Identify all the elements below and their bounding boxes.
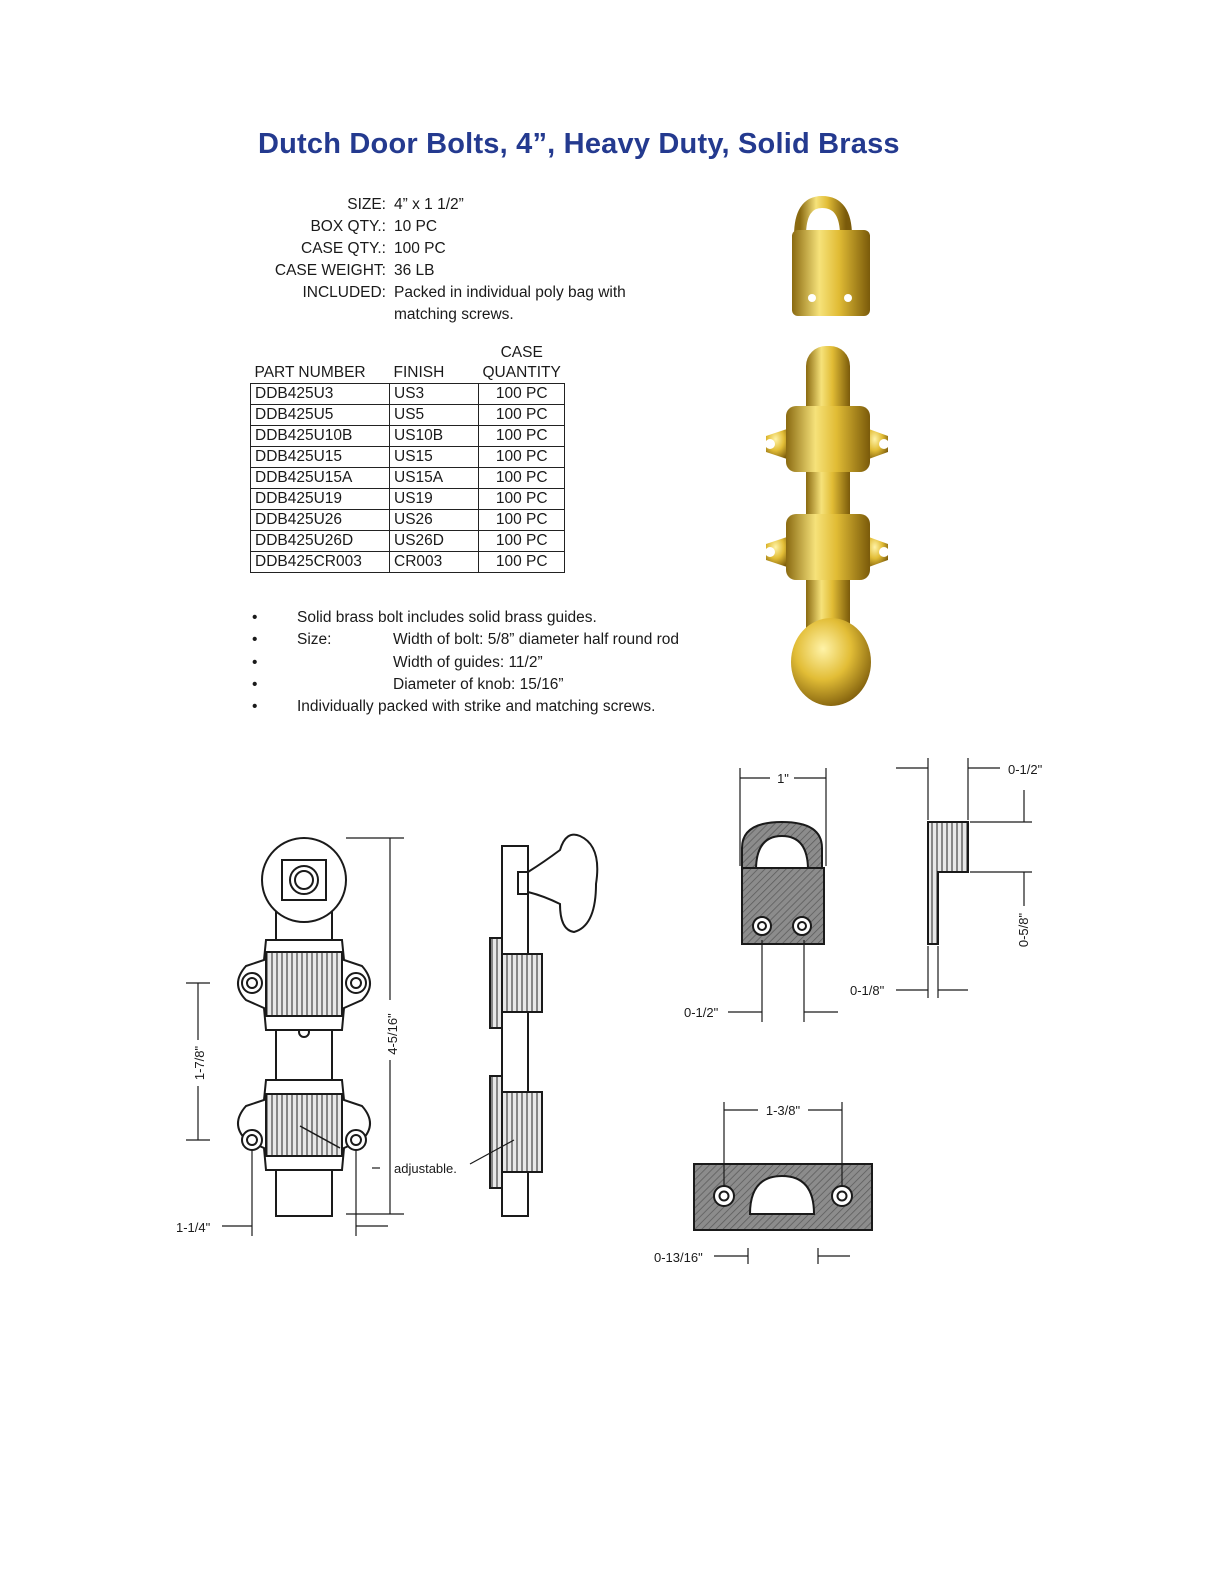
column-header-quantity-line1: CASE (500, 344, 543, 361)
finish: CR003 (390, 552, 479, 573)
keeper-side-dimensions (896, 758, 1032, 998)
case-quantity: 100 PC (479, 447, 565, 468)
part-number: DDB425U26 (251, 510, 390, 531)
guide-front-top (238, 940, 370, 1030)
keeper-front-view (742, 822, 824, 944)
part-number: DDB425CR003 (251, 552, 390, 573)
bullet-icon: • (252, 609, 258, 626)
case-quantity: 100 PC (479, 426, 565, 447)
keeper-side-view (928, 822, 968, 944)
bolt-side-view (470, 835, 597, 1216)
spec-value: Packed in individual poly bag with matching screws. (394, 284, 626, 323)
dimension-keeper-width: 1" (777, 771, 789, 786)
finish: US26 (390, 510, 479, 531)
feature-text: Diameter of knob: 15/16” (393, 675, 564, 693)
dimension-keeper-hole: 0-1/2" (684, 1005, 719, 1020)
dimension-strike-edge: 0-13/16" (654, 1250, 703, 1265)
part-number: DDB425U15 (251, 447, 390, 468)
guide-front-bottom (238, 1080, 370, 1170)
dimension-keeper-thickness: 0-1/8" (850, 983, 885, 998)
spec-value: 10 PC (394, 218, 438, 235)
bullet-icon: • (252, 698, 258, 716)
spec-label: SIZE: (347, 196, 386, 213)
feature-label: Size: (297, 631, 332, 649)
case-quantity: 100 PC (479, 384, 565, 405)
bullet-icon: • (252, 653, 258, 671)
finish: US5 (390, 405, 479, 426)
feature-text: Individually packed with strike and matching screws. (297, 698, 656, 716)
finish: US15 (390, 447, 479, 468)
spec-label: BOX QTY.: (310, 218, 386, 235)
spec-value: 36 LB (394, 262, 435, 279)
case-quantity: 100 PC (479, 468, 565, 489)
bullet-icon: • (252, 631, 258, 649)
part-number: DDB425U19 (251, 489, 390, 510)
part-number: DDB425U3 (251, 384, 390, 405)
dimension-guide-width: 1-1/4" (176, 1220, 211, 1235)
spec-label: CASE QTY.: (301, 240, 386, 257)
dimension-keeper-side-top: 0-1/2" (1008, 762, 1043, 777)
dimension-keeper-side-height: 0-5/8" (1016, 912, 1031, 948)
finish: US3 (390, 384, 479, 405)
part-number: DDB425U5 (251, 405, 390, 426)
part-number: DDB425U26D (251, 531, 390, 552)
finish: US10B (390, 426, 479, 447)
strike-plate-view (694, 1164, 872, 1230)
part-number: DDB425U10B (251, 426, 390, 447)
finish: US26D (390, 531, 479, 552)
spec-label: CASE WEIGHT: (274, 262, 386, 279)
spec-value: 100 PC (394, 240, 446, 257)
feature-text: Width of bolt: 5/8” diameter half round rod (393, 631, 680, 649)
case-quantity: 100 PC (479, 510, 565, 531)
bolt-front-view (238, 838, 370, 1216)
case-quantity: 100 PC (479, 552, 565, 573)
case-quantity: 100 PC (479, 489, 565, 510)
spec-value: 4” x 1 1/2” (394, 196, 464, 213)
finish: US15A (390, 468, 479, 489)
case-quantity: 100 PC (479, 405, 565, 426)
dimension-strike-hole-spacing: 1-3/8" (765, 1103, 801, 1118)
feature-text: Solid brass bolt includes solid brass guides. (297, 609, 597, 626)
bullet-icon: • (252, 675, 258, 693)
dimension-adjustable: adjustable. (394, 1161, 457, 1176)
part-number: DDB425U15A (251, 468, 390, 489)
column-header-part: PART NUMBER (254, 364, 366, 381)
column-header-quantity-line2: QUANTITY (482, 364, 561, 381)
spec-label: INCLUDED: (302, 284, 386, 301)
dimension-bolt-length: 4-5/16" (385, 1013, 400, 1055)
page-title: Dutch Door Bolts, 4”, Heavy Duty, Solid Brass (258, 128, 900, 160)
dimension-guide-spacing: 1-7/8" (192, 1045, 207, 1081)
case-quantity: 100 PC (479, 531, 565, 552)
finish: US19 (390, 489, 479, 510)
column-header-finish: FINISH (393, 364, 445, 381)
feature-text: Width of guides: 11/2” (393, 653, 543, 671)
